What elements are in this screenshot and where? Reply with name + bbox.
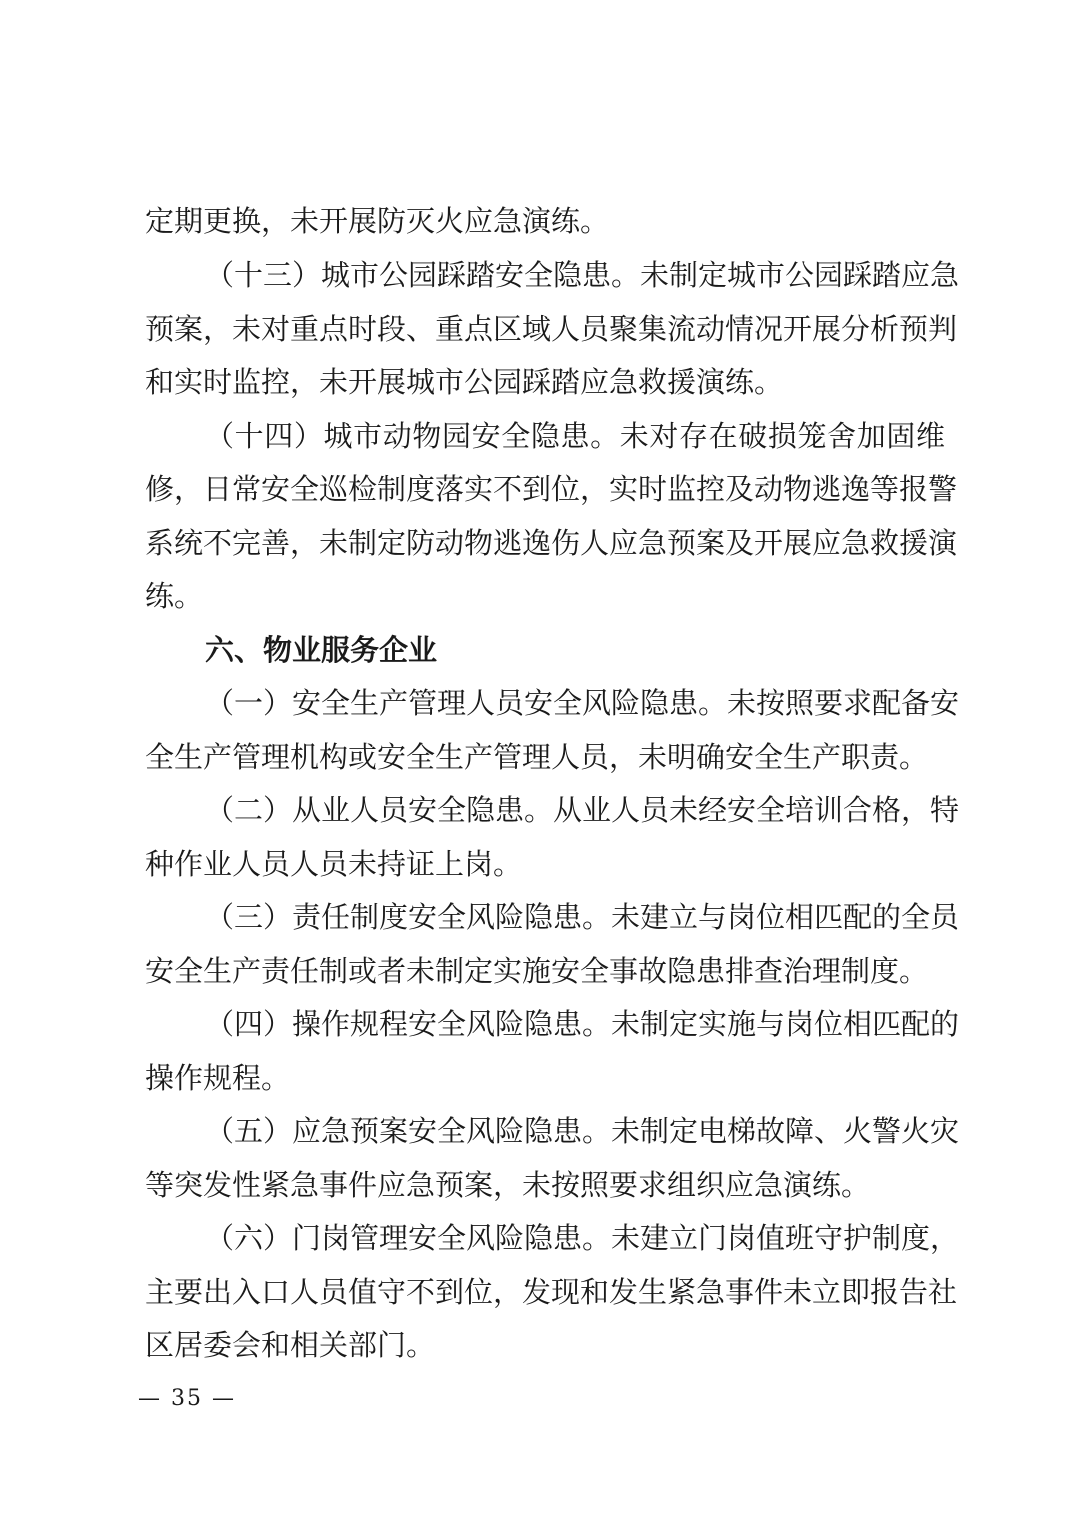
text-line: 等突发性紧急事件应急预案，未按照要求组织应急演练。 [145,1168,871,1202]
text-line: （六）门岗管理安全风险隐患。未建立门岗值班守护制度， [205,1221,960,1255]
text-line: 和实时监控，未开展城市公园踩踏应急救援演练。 [145,365,784,399]
section-heading: 六、物业服务企业 [205,633,438,667]
text-line: 练。 [145,579,204,613]
text-line: 预案，未对重点时段、重点区域人员聚集流动情况开展分析预判 [145,312,958,346]
text-line: （三）责任制度安全风险隐患。未建立与岗位相匹配的全员 [205,900,960,934]
text-line: 操作规程。 [145,1061,291,1095]
text-line: （十四）城市动物园安全隐患。未对存在破损笼舍加固维 [205,419,945,453]
text-line: （十三）城市公园踩踏安全隐患。未制定城市公园踩踏应急 [205,258,960,292]
text-line: 种作业人员人员未持证上岗。 [145,847,523,881]
text-line: （一）安全生产管理人员安全风险隐患。未按照要求配备安 [205,686,960,720]
text-line: （五）应急预案安全风险隐患。未制定电梯故障、火警火灾 [205,1114,960,1148]
text-line: 系统不完善，未制定防动物逃逸伤人应急预案及开展应急救援演 [145,526,958,560]
text-line: 全生产管理机构或安全生产管理人员，未明确安全生产职责。 [145,740,929,774]
text-line: 主要出入口人员值守不到位，发现和发生紧急事件未立即报告社 [145,1275,958,1309]
page-number: — 35 — [138,1386,236,1411]
text-line: 定期更换，未开展防灭火应急演练。 [145,204,610,238]
text-line: （二）从业人员安全隐患。从业人员未经安全培训合格，特 [205,793,960,827]
text-line: 修，日常安全巡检制度落实不到位，实时监控及动物逃逸等报警 [145,472,958,506]
text-line: 安全生产责任制或者未制定实施安全事故隐患排查治理制度。 [145,954,929,988]
text-line: （四）操作规程安全风险隐患。未制定实施与岗位相匹配的 [205,1007,960,1041]
text-line: 区居委会和相关部门。 [145,1328,436,1362]
